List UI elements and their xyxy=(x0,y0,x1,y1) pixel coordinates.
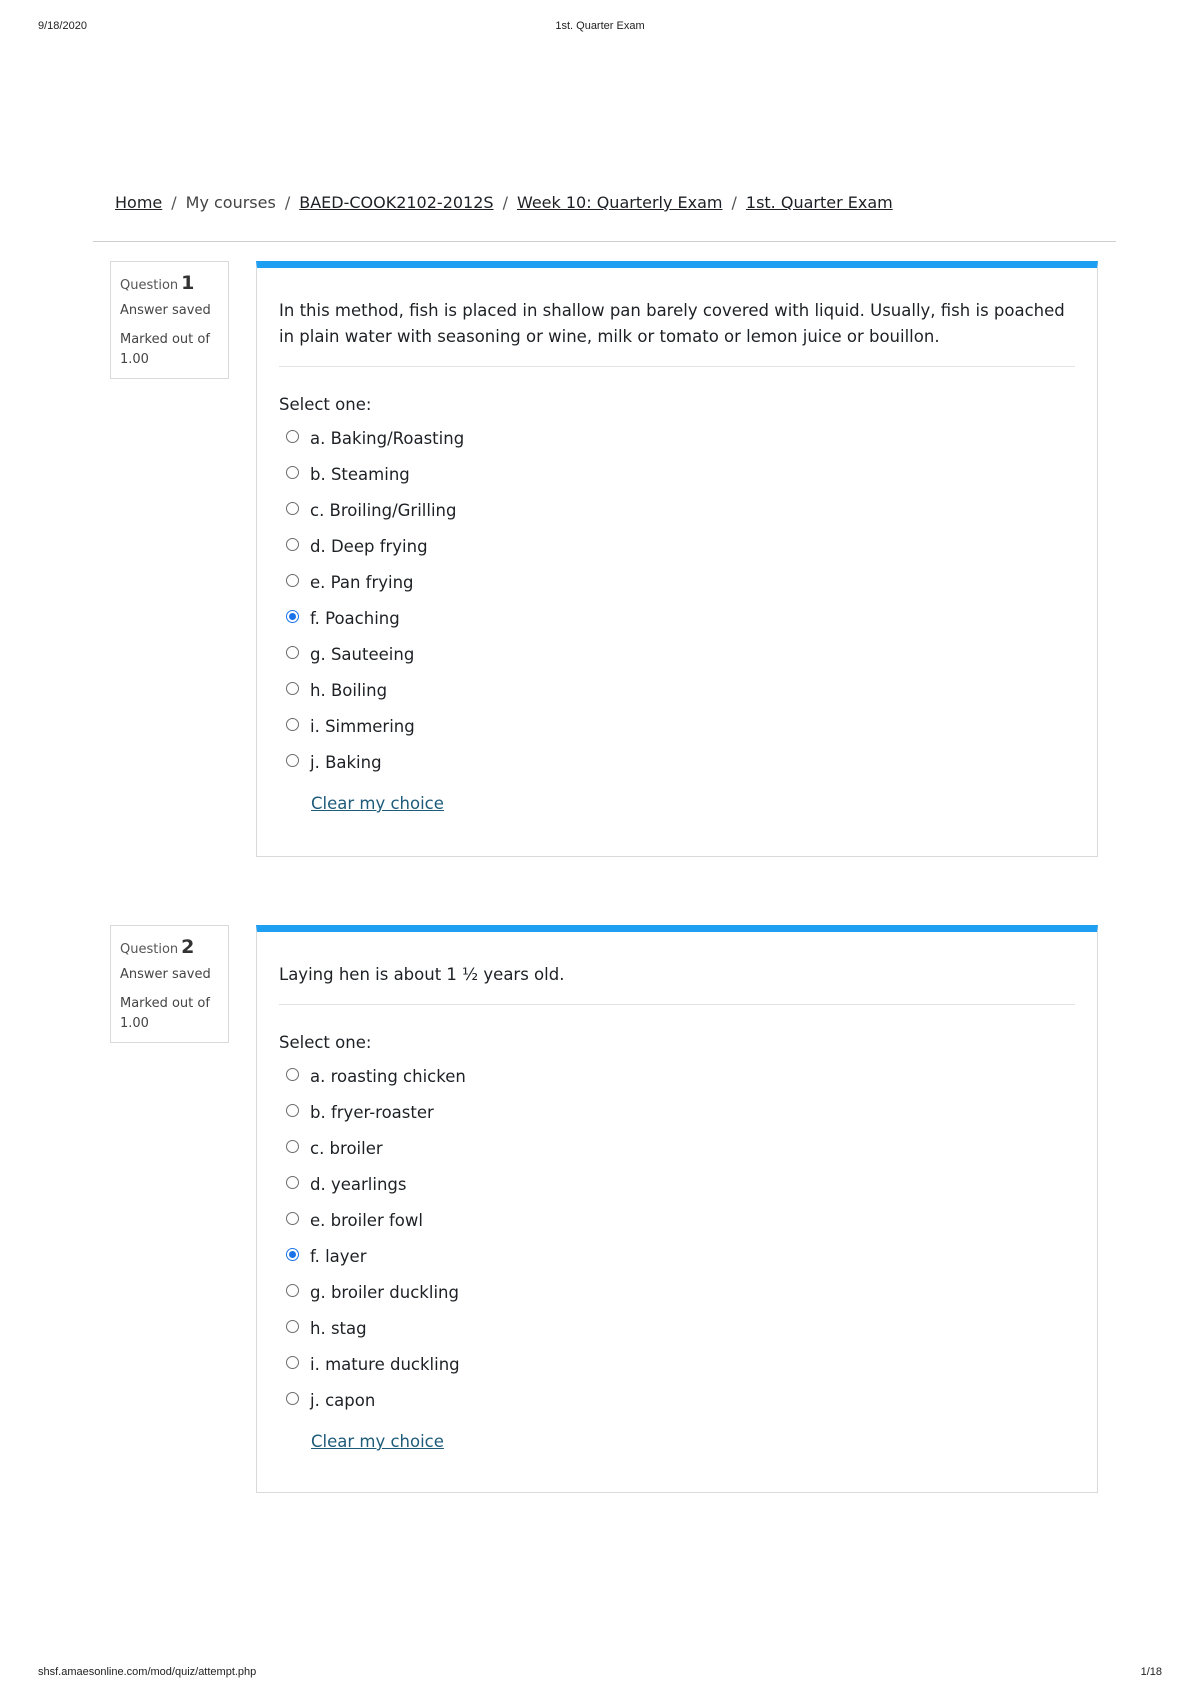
answer-option-label: d. yearlings xyxy=(310,1174,407,1194)
question-info-1 xyxy=(110,261,229,379)
answer-option[interactable] xyxy=(279,1346,1075,1382)
answer-option-label: b. fryer-roaster xyxy=(310,1102,434,1122)
radio-unchecked-icon[interactable] xyxy=(286,682,299,695)
answer-option[interactable] xyxy=(279,744,1075,780)
question-content-2 xyxy=(256,925,1098,1493)
radio-unchecked-icon[interactable] xyxy=(286,1356,299,1369)
radio-unchecked-icon[interactable] xyxy=(286,1284,299,1297)
answer-option[interactable] xyxy=(279,1166,1075,1202)
clear-my-choice-link[interactable]: Clear my choice xyxy=(311,1432,444,1451)
answer-option-label: j. Baking xyxy=(310,752,382,772)
radio-checked-icon[interactable] xyxy=(286,610,299,623)
breadcrumb-separator: / xyxy=(731,193,737,212)
radio-unchecked-icon[interactable] xyxy=(286,718,299,731)
question-text: Laying hen is about 1 ½ years old. xyxy=(279,962,1075,1005)
answer-option[interactable] xyxy=(279,1382,1075,1418)
answer-option[interactable] xyxy=(279,1238,1075,1274)
answer-option-label: f. Poaching xyxy=(310,608,400,628)
answer-option-label: g. broiler duckling xyxy=(310,1282,459,1302)
breadcrumb-separator: / xyxy=(502,193,508,212)
answer-option[interactable] xyxy=(279,1310,1075,1346)
answer-option[interactable] xyxy=(279,636,1075,672)
question-label: Question xyxy=(120,278,179,293)
answer-option-label: c. broiler xyxy=(310,1138,383,1158)
question-state: Answer saved xyxy=(120,303,211,318)
radio-unchecked-icon[interactable] xyxy=(286,1140,299,1153)
question-info-2 xyxy=(110,925,229,1043)
print-title: 1st. Quarter Exam xyxy=(555,20,645,32)
answer-option[interactable] xyxy=(279,564,1075,600)
answer-option[interactable] xyxy=(279,1274,1075,1310)
answer-option[interactable] xyxy=(279,600,1075,636)
answer-option-label: f. layer xyxy=(310,1246,367,1266)
answer-option[interactable] xyxy=(279,456,1075,492)
radio-unchecked-icon[interactable] xyxy=(286,538,299,551)
print-footer xyxy=(38,1666,1162,1682)
answer-option-label: b. Steaming xyxy=(310,464,410,484)
answer-option-label: i. mature duckling xyxy=(310,1354,460,1374)
answer-option[interactable] xyxy=(279,492,1075,528)
answer-option[interactable] xyxy=(279,1202,1075,1238)
answer-option[interactable] xyxy=(279,708,1075,744)
question-content-1 xyxy=(256,261,1098,857)
radio-unchecked-icon[interactable] xyxy=(286,502,299,515)
radio-unchecked-icon[interactable] xyxy=(286,466,299,479)
answer-option-label: e. Pan frying xyxy=(310,572,414,592)
answer-option-label: a. roasting chicken xyxy=(310,1066,466,1086)
radio-unchecked-icon[interactable] xyxy=(286,754,299,767)
radio-unchecked-icon[interactable] xyxy=(286,1320,299,1333)
print-date: 9/18/2020 xyxy=(38,20,87,32)
answer-options xyxy=(279,420,1075,780)
answer-option-label: e. broiler fowl xyxy=(310,1210,423,1230)
answer-option[interactable] xyxy=(279,1130,1075,1166)
answer-option-label: d. Deep frying xyxy=(310,536,428,556)
answer-option-label: a. Baking/Roasting xyxy=(310,428,465,448)
radio-unchecked-icon[interactable] xyxy=(286,1212,299,1225)
radio-unchecked-icon[interactable] xyxy=(286,574,299,587)
radio-unchecked-icon[interactable] xyxy=(286,1392,299,1405)
header-divider xyxy=(93,241,1116,242)
radio-unchecked-icon[interactable] xyxy=(286,1068,299,1081)
answer-option-label: h. Boiling xyxy=(310,680,388,700)
breadcrumb-separator: / xyxy=(171,193,177,212)
answer-option-label: i. Simmering xyxy=(310,716,415,736)
answer-option-label: g. Sauteeing xyxy=(310,644,415,664)
question-grade: Marked out of 1.00 xyxy=(120,332,210,367)
question-number: 1 xyxy=(181,272,195,294)
question-label: Question xyxy=(120,942,179,957)
breadcrumb-separator: / xyxy=(284,193,291,212)
answer-option[interactable] xyxy=(279,528,1075,564)
answer-option-label: h. stag xyxy=(310,1318,367,1338)
question-grade: Marked out of 1.00 xyxy=(120,996,210,1031)
radio-unchecked-icon[interactable] xyxy=(286,1176,299,1189)
print-header xyxy=(38,20,1162,36)
radio-checked-icon[interactable] xyxy=(286,1248,299,1261)
select-one-label: Select one: xyxy=(279,395,372,414)
radio-unchecked-icon[interactable] xyxy=(286,646,299,659)
print-page-number: 1/18 xyxy=(1140,1666,1162,1678)
answer-option[interactable] xyxy=(279,1094,1075,1130)
answer-option-label: c. Broiling/Grilling xyxy=(310,500,457,520)
radio-unchecked-icon[interactable] xyxy=(286,1104,299,1117)
answer-option[interactable] xyxy=(279,1058,1075,1094)
answer-options xyxy=(279,1058,1075,1418)
answer-option[interactable] xyxy=(279,672,1075,708)
breadcrumb-week-link[interactable]: Week 10: Quarterly Exam xyxy=(516,193,723,212)
select-one-label: Select one: xyxy=(279,1033,372,1052)
breadcrumb-my-courses: My courses xyxy=(185,193,276,212)
breadcrumb-course-link[interactable]: BAED-COOK2102-2012S xyxy=(299,193,494,212)
breadcrumb-quiz-link[interactable]: 1st. Quarter Exam xyxy=(745,193,893,212)
question-state: Answer saved xyxy=(120,967,211,982)
breadcrumb-home-link[interactable]: Home xyxy=(115,193,163,212)
answer-option[interactable] xyxy=(279,420,1075,456)
clear-my-choice-link[interactable]: Clear my choice xyxy=(311,794,444,813)
radio-unchecked-icon[interactable] xyxy=(286,430,299,443)
question-number: 2 xyxy=(181,936,195,958)
question-text: In this method, fish is placed in shallow pan barely covered with liquid. Usually, fish is poached in plain water with seasoning or wine, milk or tomato or lemon juice or bouillon. xyxy=(279,298,1075,367)
print-url: shsf.amaesonline.com/mod/quiz/attempt.php xyxy=(38,1666,257,1678)
answer-option-label: j. capon xyxy=(310,1390,376,1410)
breadcrumb xyxy=(115,193,893,212)
